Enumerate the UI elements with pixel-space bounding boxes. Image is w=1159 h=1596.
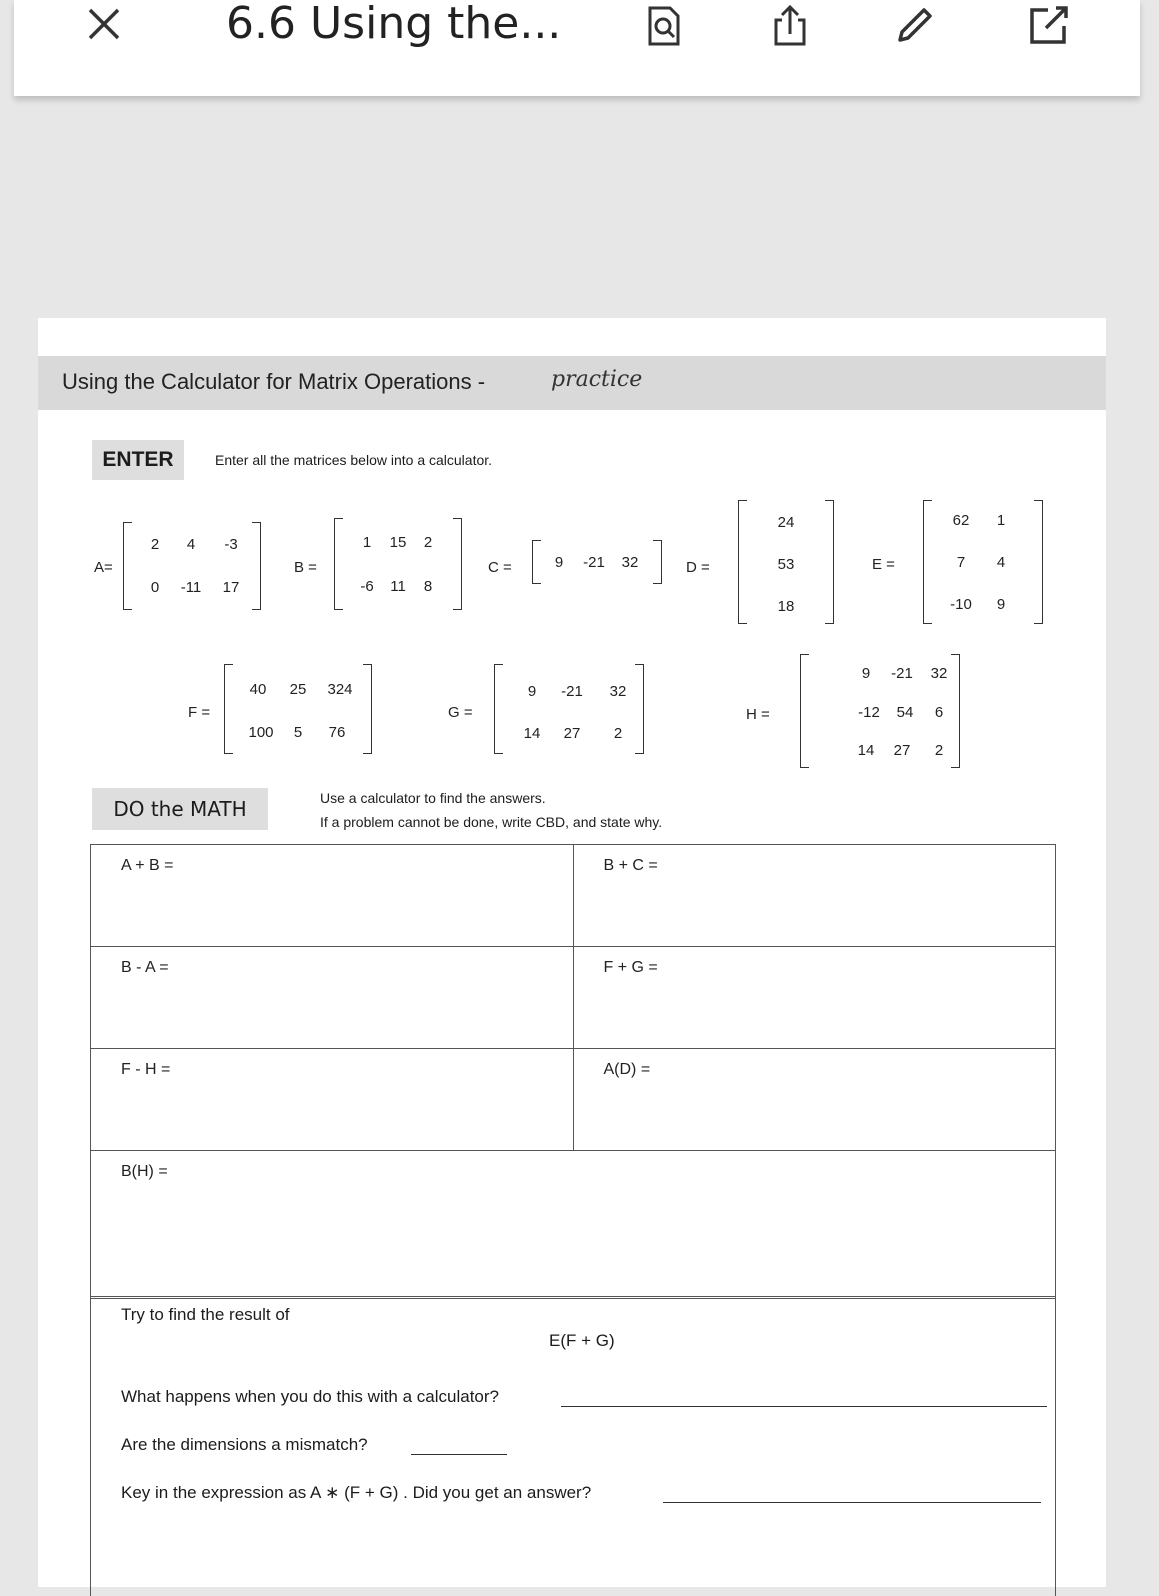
matrix-c-cell: 9 <box>554 554 564 571</box>
matrix-h-cell: 2 <box>934 742 944 759</box>
problem-label: B - A = <box>121 959 169 976</box>
problem-cell[interactable] <box>91 1151 1056 1299</box>
share-icon[interactable] <box>768 4 812 48</box>
matrix-f-cell: 40 <box>249 681 267 698</box>
matrix-h-cell: 14 <box>857 742 875 759</box>
matrix-b-cell: -6 <box>360 578 374 595</box>
matrix-h-cell: 6 <box>934 704 944 721</box>
matrix-f-cell: 324 <box>327 681 353 698</box>
matrix-e-cell: 4 <box>996 554 1006 571</box>
matrix-f-cell: 25 <box>289 681 307 698</box>
matrix-b-cell: 1 <box>362 534 372 551</box>
matrix-g-cell: 9 <box>527 683 537 700</box>
matrix-d <box>738 500 834 624</box>
matrix-h <box>800 654 960 768</box>
handwritten-note: practice <box>551 367 643 392</box>
edit-icon[interactable] <box>892 4 936 48</box>
final-question-1: What happens when you do this with a calculator? <box>121 1387 500 1406</box>
matrix-a-cell: 17 <box>222 579 240 596</box>
final-question-box <box>90 1296 1056 1596</box>
matrix-a-cell: 4 <box>186 536 196 553</box>
problem-cell[interactable] <box>573 1049 1056 1151</box>
matrix-f-cell: 5 <box>293 724 303 741</box>
top-app-bar <box>14 0 1140 96</box>
matrix-d-cell: 53 <box>777 556 795 573</box>
problem-label: A(D) = <box>603 1061 651 1078</box>
matrix-f-label: F = <box>188 704 211 721</box>
enter-tag: ENTER <box>92 440 184 480</box>
math-instruction-1: Use a calculator to find the answers. <box>320 790 546 806</box>
problem-cell[interactable] <box>91 1049 574 1151</box>
matrix-d-cell: 24 <box>777 514 795 531</box>
open-external-icon[interactable] <box>1026 4 1070 48</box>
problem-cell[interactable] <box>91 845 574 947</box>
enter-instruction: Enter all the matrices below into a calculator. <box>215 452 493 468</box>
close-icon[interactable] <box>84 4 124 44</box>
matrix-b-cell: 8 <box>423 578 433 595</box>
matrix-c-cell: -21 <box>583 554 605 571</box>
matrix-g-cell: 32 <box>609 683 627 700</box>
matrix-b-cell: 2 <box>423 534 433 551</box>
worksheet-header <box>38 356 1106 410</box>
matrix-g-cell: 2 <box>613 725 623 742</box>
matrix-g <box>494 664 644 754</box>
matrix-h-label: H = <box>746 706 770 723</box>
matrix-e <box>923 500 1043 624</box>
document-title: 6.6 Using the... <box>226 0 562 49</box>
problem-cell[interactable] <box>573 947 1056 1049</box>
final-intro: Try to find the result of <box>121 1305 290 1324</box>
final-question-3: Key in the expression as A ∗ (F + G) . Did you get an answer? <box>121 1483 592 1502</box>
matrix-h-cell: 32 <box>930 665 948 682</box>
matrix-c-label: C = <box>488 559 512 576</box>
worksheet-page <box>38 318 1106 1587</box>
matrix-a-cell: 2 <box>150 536 160 553</box>
matrix-h-cell: -21 <box>891 665 913 682</box>
matrix-h-cell: 54 <box>896 704 914 721</box>
answer-line-2[interactable] <box>411 1454 507 1455</box>
matrix-f <box>224 664 372 754</box>
matrix-d-label: D = <box>686 559 710 576</box>
matrix-g-cell: 14 <box>523 725 541 742</box>
problem-cell[interactable] <box>573 845 1056 947</box>
matrix-a-cell: -3 <box>224 536 238 553</box>
matrix-c-cell: 32 <box>621 554 639 571</box>
matrix-a-label: A= <box>94 559 113 576</box>
matrix-e-cell: -10 <box>950 596 972 613</box>
worksheet-title: Using the Calculator for Matrix Operations - <box>62 369 486 394</box>
final-expression: E(F + G) <box>549 1331 615 1350</box>
matrix-a-cell: -11 <box>180 579 202 596</box>
answer-line-1[interactable] <box>561 1406 1047 1407</box>
matrix-e-cell: 62 <box>952 512 970 529</box>
matrix-f-cell: 76 <box>328 724 346 741</box>
matrix-b-cell: 11 <box>390 578 406 595</box>
problem-label: A + B = <box>121 857 174 874</box>
matrix-g-cell: 27 <box>563 725 581 742</box>
matrix-h-cell: 27 <box>893 742 911 759</box>
matrix-a <box>123 522 261 610</box>
math-instruction-2: If a problem cannot be done, write CBD, and state why. <box>320 814 663 830</box>
problem-label: F + G = <box>603 959 658 976</box>
matrix-a-cell: 0 <box>150 579 160 596</box>
do-the-math-tag: DO the MATH <box>92 788 268 830</box>
final-question-2: Are the dimensions a mismatch? <box>121 1435 368 1454</box>
matrix-h-cell: -12 <box>858 704 880 721</box>
problem-label: B + C = <box>603 857 658 874</box>
matrix-b <box>334 518 462 610</box>
matrix-b-cell: 15 <box>389 534 407 551</box>
matrix-h-cell: 9 <box>861 665 871 682</box>
matrix-e-cell: 1 <box>996 512 1006 529</box>
problem-label: F - H = <box>121 1061 171 1078</box>
matrix-c <box>532 540 662 584</box>
matrix-g-cell: -21 <box>561 683 583 700</box>
matrix-g-label: G = <box>448 704 473 721</box>
matrix-d-cell: 18 <box>777 598 795 615</box>
find-in-page-icon[interactable] <box>642 4 686 48</box>
problem-label: B(H) = <box>121 1163 168 1180</box>
matrix-e-label: E = <box>872 556 895 573</box>
matrix-e-cell: 7 <box>956 554 966 571</box>
matrix-b-label: B = <box>294 559 317 576</box>
matrix-e-cell: 9 <box>996 596 1006 613</box>
matrix-f-cell: 100 <box>248 724 274 741</box>
problem-cell[interactable] <box>91 947 574 1049</box>
answer-line-3[interactable] <box>663 1502 1041 1503</box>
problem-grid <box>90 844 1056 1299</box>
